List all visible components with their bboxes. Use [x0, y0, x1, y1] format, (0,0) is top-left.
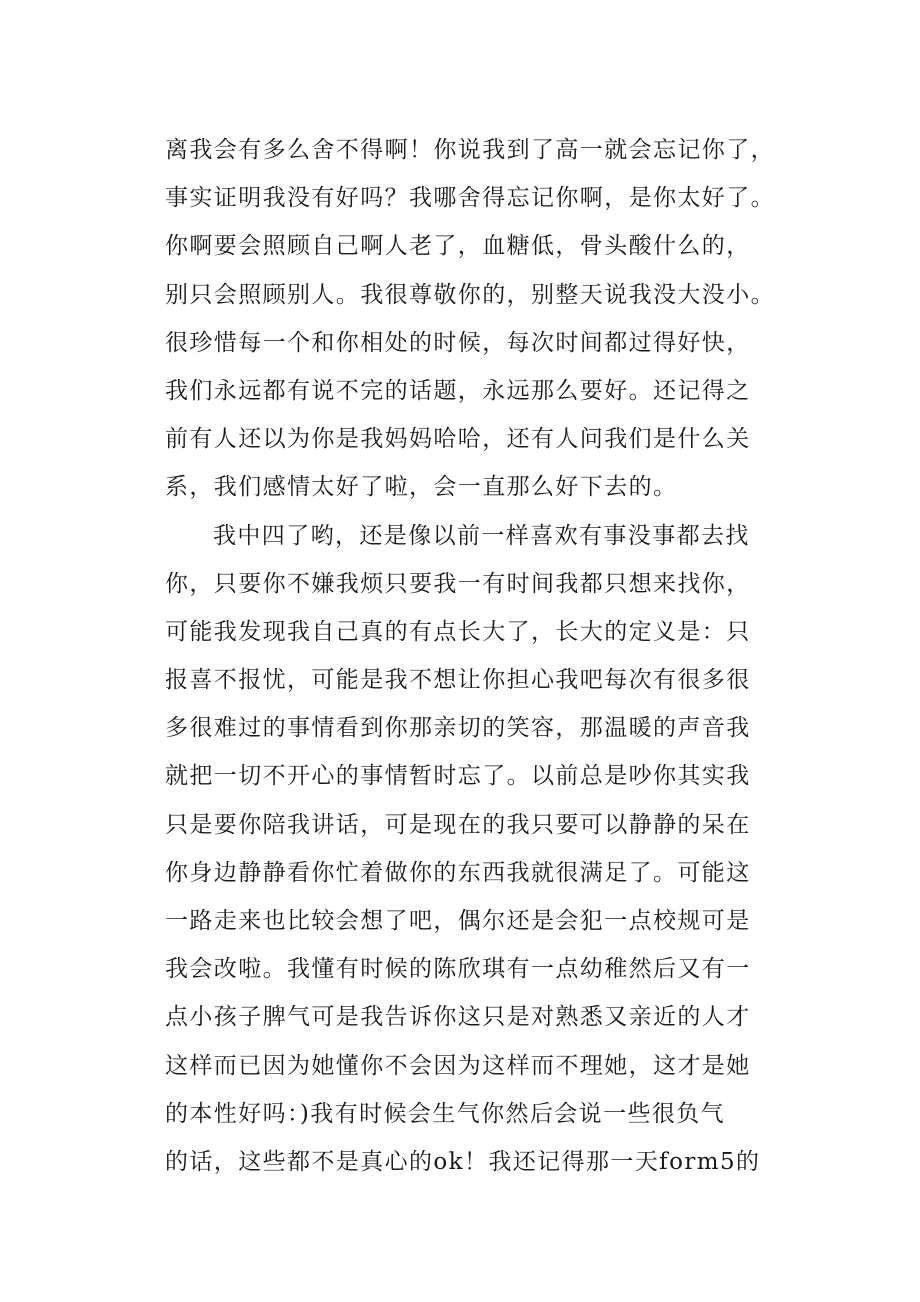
- text-line-7: 前有人还以为你是我妈妈哈哈，还有人问我们是什么关: [165, 426, 751, 453]
- text-line-2: 事实证明我没有好吗？我哪舍得忘记你啊，是你太好了。: [165, 185, 775, 212]
- text-line-3: 你啊要会照顾自己啊人老了，血糖低，骨头酸什么的，: [165, 233, 751, 260]
- text-line-10: 你，只要你不嫌我烦只要我一有时间我都只想来找你，: [165, 570, 751, 597]
- text-line-5: 很珍惜每一个和你相处的时候，每次时间都过得好快，: [165, 329, 751, 356]
- text-line-12: 报喜不报忧，可能是我不想让你担心我吧每次有很多很: [165, 667, 751, 694]
- letter-body-text: [165, 126, 775, 1186]
- text-line-17: 一路走来也比较会想了吧，偶尔还是会犯一点校规可是: [165, 908, 751, 934]
- text-line-8: 系，我们感情太好了啦，会一直那么好下去的。: [165, 474, 678, 501]
- text-line-11: 可能我发现我自己真的有点长大了，长大的定义是：只: [165, 618, 751, 645]
- paragraph-start-line: 我中四了哟，还是像以前一样喜欢有事没事都去找: [213, 522, 750, 549]
- text-line-16: 你身边静静看你忙着做你的东西我就很满足了。可能这: [165, 859, 751, 886]
- text-line-1: 离我会有多么舍不得啊！你说我到了高一就会忘记你了，: [165, 137, 775, 163]
- text-line-21: 的本性好吗：)我有时候会生气你然后会说一些很负气: [165, 1100, 726, 1127]
- text-line-6: 我们永远都有说不完的话题，永远那么要好。还记得之: [165, 377, 751, 404]
- text-line-19: 点小孩子脾气可是我告诉你这只是对熟悉又亲近的人才: [165, 1004, 751, 1031]
- text-line-18: 我会改啦。我懂有时候的陈欣琪有一点幼稚然后又有一: [165, 956, 751, 983]
- text-line-4: 别只会照顾别人。我很尊敬你的，别整天说我没大没小。: [165, 281, 775, 308]
- text-line-22: 的话，这些都不是真心的ok！我还记得那一天form5的: [165, 1148, 761, 1175]
- text-line-13: 多很难过的事情看到你那亲切的笑容，那温暖的声音我: [165, 715, 751, 742]
- text-line-14: 就把一切不开心的事情暂时忘了。以前总是吵你其实我: [165, 763, 751, 790]
- text-line-20: 这样而已因为她懂你不会因为这样而不理她，这才是她: [165, 1052, 751, 1079]
- text-line-15: 只是要你陪我讲话，可是现在的我只要可以静静的呆在: [165, 811, 751, 838]
